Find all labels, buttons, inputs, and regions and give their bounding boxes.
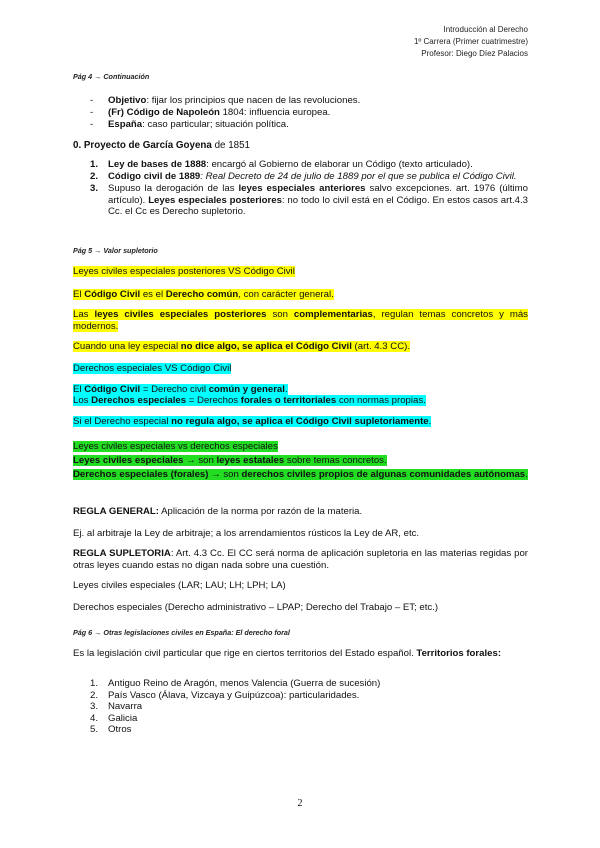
list-item: 2. Código civil de 1889: Real Decreto de 24 de julio de 1889 por el que se publica el Código Civil. [90, 170, 517, 182]
page-number: 2 [297, 798, 303, 809]
paragraph: El Código Civil = Derecho civil común y general. [73, 384, 288, 395]
paragraph: Ej. al arbitraje la Ley de arbitraje; a los arrendamientos rústicos la Ley de AR, etc. [73, 528, 420, 539]
paragraph: Los Derechos especiales = Derechos forales o territoriales con normas propias. [73, 395, 426, 406]
section-heading-pag5: Pág 5 → Valor supletorio [73, 246, 158, 255]
subheading-garcia-goyena: 0. Proyecto de García Goyena de 1851 [73, 140, 250, 151]
paragraph: Es la legislación civil particular que rige en ciertos territorios del Estado español. Territorios forales: [73, 648, 502, 659]
paragraph: Leyes civiles especiales → son leyes estatales sobre temas concretos. [73, 455, 387, 466]
paragraph: Las leyes civiles especiales posteriores son complementarias, regulan temas concretos y más modernos. [73, 309, 528, 332]
paragraph: Cuando una ley especial no dice algo, se aplica el Código Civil (art. 4.3 CC). [73, 341, 410, 352]
header-course: Introducción al Derecho [443, 25, 528, 34]
page-header [414, 24, 528, 60]
paragraph: Derechos especiales (forales) → son derechos civiles propios de algunas comunidades autónomas. [73, 469, 528, 480]
paragraph: El Código Civil es el Derecho común, con carácter general. [73, 289, 334, 300]
list-item: 4. Galicia [90, 712, 138, 724]
list-item: 3. Navarra [90, 701, 143, 712]
paragraph: REGLA GENERAL: Aplicación de la norma por razón de la materia. [73, 506, 363, 517]
paragraph: REGLA SUPLETORIA: Art. 4.3 Cc. El CC será norma de aplicación supletoria en las materias regidas por otras leyes cuando estas no digan nada sobre una cuestión. [73, 548, 528, 571]
paragraph: Leyes civiles especiales vs derechos especiales [73, 441, 278, 452]
numbered-list-territorios [90, 678, 528, 736]
header-professor: Profesor: Diego Díez Palacios [421, 49, 528, 58]
numbered-list-codigo [90, 159, 528, 218]
paragraph: Si el Derecho especial no regula algo, se aplica el Código Civil supletoriamente. [73, 416, 432, 427]
list-item: 5. Otros [90, 724, 132, 735]
list-item: 3. Supuso la derogación de las leyes especiales anteriores salvo excepciones. art. 1976 (último artículo). Leyes especiales posteriores: no todo lo civil está en el Código. En estos casos art.4.3 Cc. el Cc es Derecho supletorio. [90, 183, 528, 217]
list-item: 1. Ley de bases de 1888: encargó al Gobierno de elaborar un Código (texto articulado). [90, 159, 473, 170]
paragraph: Leyes civiles especiales (LAR; LAU; LH; LPH; LA) [73, 580, 286, 591]
document-page: Introducción al Derecho 1º Carrera (Primer cuatrimestre) Profesor: Diego Díez Palacios Pág 4 → Continuación - Objetivo: fijar los principios que nacen de las revoluciones. - (Fr) Código de Napoleón 1804: influencia europea. - España: caso particular; situación política. 0. Proyecto de García Goyena de 1851 1. Ley de bases de 1888: encargó al Gobierno de elaborar un Código (texto articulado). 2. Código civil de 1889: Real Decreto de 24 de julio de 1889 por el que se publica el Código Civil. 3. Supuso la derogación de las leyes especiales anteriores salvo excepciones. art. 1976 (último artículo). Leyes especiales posteriores: no todo lo civil está en el Código. En estos casos art.4.3 Cc. el Cc es Derecho supletorio. Pág 5 → Valor supletorio Leyes civiles especiales posteriores VS Código Civil El Código Civil es el Derecho común, con carácter general. Las leyes civiles especiales posteriores son complementarias, regulan temas concretos y más modernos. Cuando una ley especial no dice algo, se aplica el Código Civil (art. 4.3 CC). Derechos especiales VS Código Civil El Código Civil = Derecho civil común y general. Los Derechos especiales = Derechos forales o territoriales con normas propias. Si el Derecho especial no regula algo, se aplica el Código Civil supletoriamente. Leyes civiles especiales vs derechos especiales Leyes civiles especiales → son leyes estatales sobre temas concretos. Derechos especiales (forales) → son derechos civiles propios de algunas comunidades autónomas. REGLA GENERAL: Aplicación de la norma por razón de la materia. Ej. al arbitraje la Ley de arbitraje; a los arrendamientos rústicos la Ley de AR, etc. REGLA SUPLETORIA: Art. 4.3 Cc. El CC será norma de aplicación supletoria en las materias regidas por otras leyes cuando estas no digan nada sobre una cuestión. Leyes civiles especiales (LAR; LAU; LH; LPH; LA) Derechos especiales (Derecho administrativo – LPAP; Derecho del Trabajo – ET; etc.) Pág 6 → Otras legislaciones civiles en España: El derecho foral Es la legislación civil particular que rige en ciertos territorios del Estado español. Territorios forales: 1. Antiguo Reino de Aragón, menos Valencia (Guerra de sucesión) 2. País Vasco (Álava, Vizcaya y Guipúzcoa): particularidades. 3. Navarra 4. Galicia 5. Otros 2 [0, 0, 600, 848]
header-year: 1º Carrera (Primer cuatrimestre) [413, 37, 528, 46]
list-item: 2. País Vasco (Álava, Vizcaya y Guipúzcoa): particularidades. [90, 689, 360, 701]
list-item: 1. Antiguo Reino de Aragón, menos Valencia (Guerra de sucesión) [90, 678, 381, 689]
paragraph: Derechos especiales VS Código Civil [73, 363, 232, 374]
section-heading-pag4: Pág 4 → Continuación [73, 72, 150, 81]
paragraph: Leyes civiles especiales posteriores VS Código Civil [73, 266, 295, 277]
section-heading-pag6: Pág 6 → Otras legislaciones civiles en España: El derecho foral [73, 628, 290, 637]
paragraph: Derechos especiales (Derecho administrativo – LPAP; Derecho del Trabajo – ET; etc.) [73, 602, 439, 613]
